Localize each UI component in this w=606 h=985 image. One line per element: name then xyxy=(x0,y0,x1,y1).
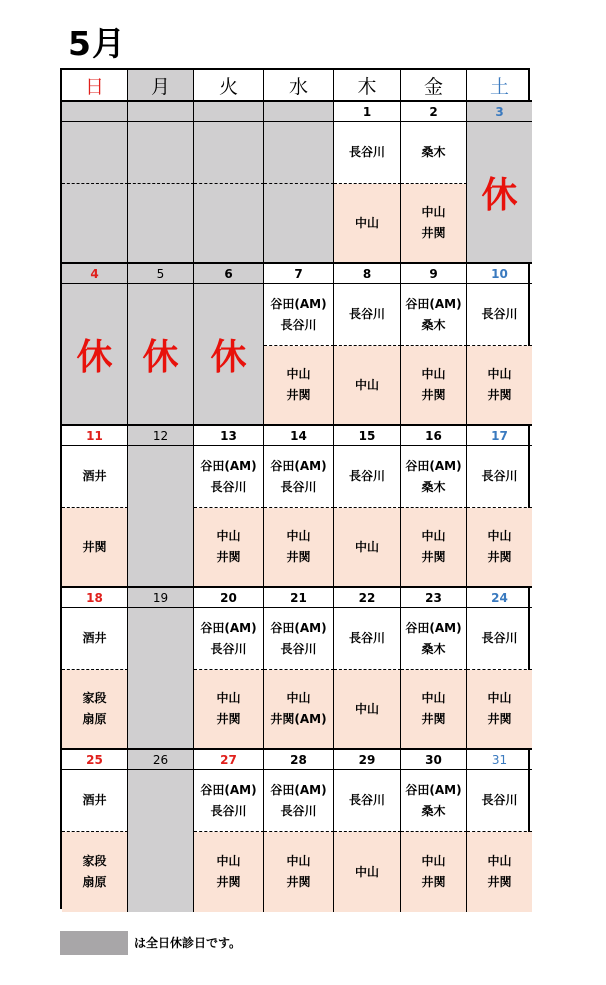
closed-day xyxy=(128,122,194,264)
day-number: 15 xyxy=(334,426,401,446)
am-slot: 酒井 xyxy=(62,446,128,508)
pm-slot: 中山 xyxy=(334,184,401,264)
weekday-header: 土 xyxy=(467,70,532,102)
pm-slot: 中山 井関 xyxy=(194,508,264,588)
am-slot: 谷田(AM) 長谷川 xyxy=(194,770,264,832)
am-slot: 長谷川 xyxy=(467,446,532,508)
day-number: 30 xyxy=(401,750,467,770)
closed-day xyxy=(62,122,128,264)
am-slot: 谷田(AM) 長谷川 xyxy=(264,446,334,508)
closed-day xyxy=(264,122,334,264)
am-slot: 酒井 xyxy=(62,770,128,832)
am-slot: 長谷川 xyxy=(467,284,532,346)
pm-slot: 中山 井関 xyxy=(401,346,467,426)
pm-slot: 中山 井関 xyxy=(401,508,467,588)
day-number: 23 xyxy=(401,588,467,608)
day-number: 24 xyxy=(467,588,532,608)
pm-slot: 中山 井関 xyxy=(401,184,467,264)
day-number: 11 xyxy=(62,426,128,446)
pm-slot: 中山 井関 xyxy=(194,670,264,750)
day-number: 22 xyxy=(334,588,401,608)
pm-slot: 中山 井関 xyxy=(264,832,334,912)
day-number: 28 xyxy=(264,750,334,770)
day-number: 19 xyxy=(128,588,194,608)
legend-text: は全日休診日です。 xyxy=(134,936,242,950)
weekday-header: 火 xyxy=(194,70,264,102)
day-number: 9 xyxy=(401,264,467,284)
day-number: 2 xyxy=(401,102,467,122)
pm-slot: 中山 井関 xyxy=(401,670,467,750)
day-number xyxy=(128,102,194,122)
day-number: 3 xyxy=(467,102,532,122)
am-slot: 谷田(AM) 桑木 xyxy=(401,446,467,508)
pm-slot: 家段 扇原 xyxy=(62,832,128,912)
weekday-header: 金 xyxy=(401,70,467,102)
month-title: 5月 xyxy=(68,24,126,63)
day-number: 18 xyxy=(62,588,128,608)
day-number: 29 xyxy=(334,750,401,770)
day-number: 13 xyxy=(194,426,264,446)
day-number: 4 xyxy=(62,264,128,284)
pm-slot: 中山 井関 xyxy=(467,508,532,588)
day-number: 7 xyxy=(264,264,334,284)
closed-day: 休 xyxy=(62,284,128,426)
day-number: 12 xyxy=(128,426,194,446)
closed-day xyxy=(194,122,264,264)
day-number: 26 xyxy=(128,750,194,770)
closed-day xyxy=(128,770,194,912)
day-number: 5 xyxy=(128,264,194,284)
legend-swatch xyxy=(60,931,128,955)
pm-slot: 中山 井関(AM) xyxy=(264,670,334,750)
pm-slot: 井関 xyxy=(62,508,128,588)
am-slot: 長谷川 xyxy=(334,284,401,346)
day-number: 25 xyxy=(62,750,128,770)
day-number: 17 xyxy=(467,426,532,446)
am-slot: 谷田(AM) 桑木 xyxy=(401,770,467,832)
am-slot: 谷田(AM) 桑木 xyxy=(401,608,467,670)
day-number: 1 xyxy=(334,102,401,122)
weekday-header: 日 xyxy=(62,70,128,102)
closed-day: 休 xyxy=(194,284,264,426)
am-slot: 長谷川 xyxy=(334,770,401,832)
closed-day xyxy=(128,608,194,750)
pm-slot: 中山 井関 xyxy=(401,832,467,912)
am-pm-divider xyxy=(62,183,128,184)
day-number: 10 xyxy=(467,264,532,284)
am-slot: 長谷川 xyxy=(334,122,401,184)
calendar-grid xyxy=(60,68,530,909)
am-slot: 長谷川 xyxy=(334,446,401,508)
weekday-header: 月 xyxy=(128,70,194,102)
pm-slot: 中山 井関 xyxy=(467,832,532,912)
am-slot: 谷田(AM) 長谷川 xyxy=(194,608,264,670)
closed-day: 休 xyxy=(128,284,194,426)
pm-slot: 中山 xyxy=(334,346,401,426)
closed-day: 休 xyxy=(467,122,532,264)
am-slot: 谷田(AM) 長谷川 xyxy=(264,608,334,670)
am-pm-divider xyxy=(128,183,194,184)
day-number: 14 xyxy=(264,426,334,446)
day-number: 31 xyxy=(467,750,532,770)
am-pm-divider xyxy=(264,183,334,184)
day-number: 8 xyxy=(334,264,401,284)
am-slot: 長谷川 xyxy=(467,770,532,832)
pm-slot: 中山 xyxy=(334,670,401,750)
am-pm-divider xyxy=(194,183,264,184)
day-number: 21 xyxy=(264,588,334,608)
am-slot: 谷田(AM) 長谷川 xyxy=(264,284,334,346)
day-number: 20 xyxy=(194,588,264,608)
pm-slot: 中山 井関 xyxy=(467,346,532,426)
pm-slot: 中山 井関 xyxy=(467,670,532,750)
day-number: 6 xyxy=(194,264,264,284)
pm-slot: 中山 xyxy=(334,832,401,912)
weekday-header: 水 xyxy=(264,70,334,102)
am-slot: 長谷川 xyxy=(334,608,401,670)
pm-slot: 中山 井関 xyxy=(194,832,264,912)
weekday-header: 木 xyxy=(334,70,401,102)
am-slot: 桑木 xyxy=(401,122,467,184)
am-slot: 谷田(AM) 長谷川 xyxy=(264,770,334,832)
am-slot: 谷田(AM) 桑木 xyxy=(401,284,467,346)
pm-slot: 家段 扇原 xyxy=(62,670,128,750)
day-number: 16 xyxy=(401,426,467,446)
am-slot: 酒井 xyxy=(62,608,128,670)
day-number xyxy=(264,102,334,122)
day-number: 27 xyxy=(194,750,264,770)
pm-slot: 中山 井関 xyxy=(264,346,334,426)
pm-slot: 中山 井関 xyxy=(264,508,334,588)
pm-slot: 中山 xyxy=(334,508,401,588)
day-number xyxy=(194,102,264,122)
am-slot: 谷田(AM) 長谷川 xyxy=(194,446,264,508)
day-number xyxy=(62,102,128,122)
am-slot: 長谷川 xyxy=(467,608,532,670)
closed-day xyxy=(128,446,194,588)
